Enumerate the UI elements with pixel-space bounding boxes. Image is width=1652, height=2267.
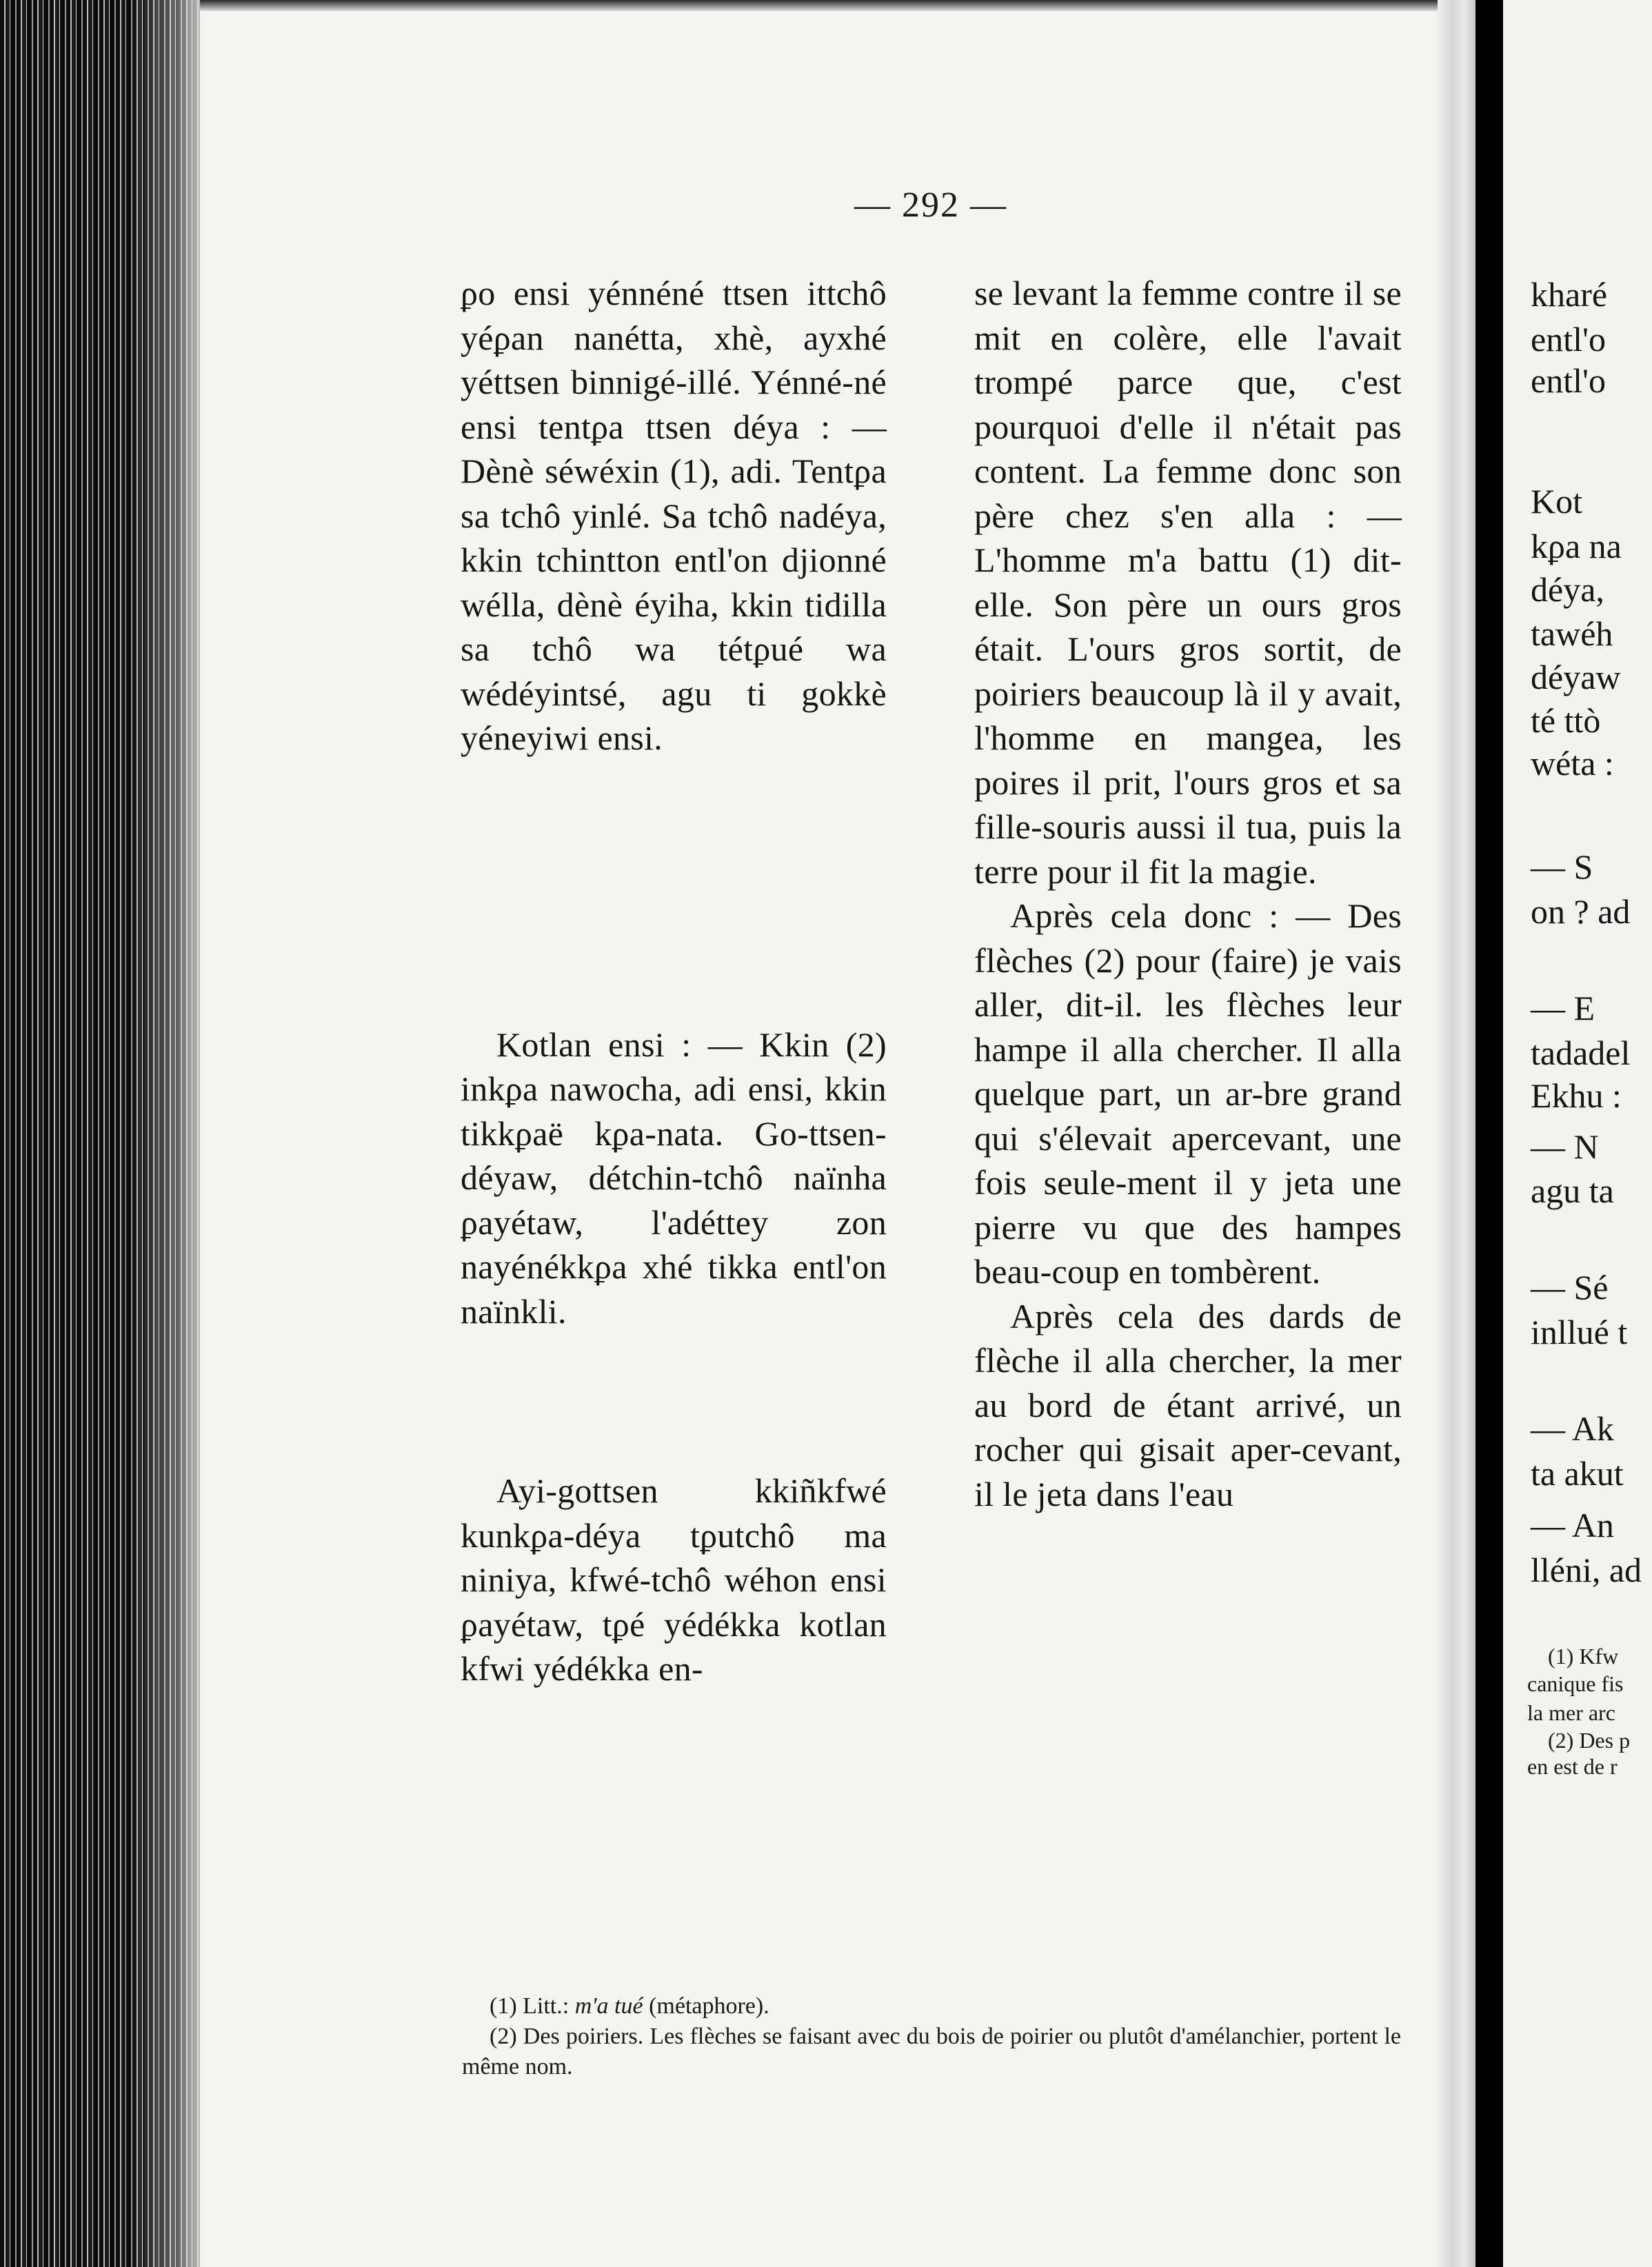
next-page-line: déya, [1531, 570, 1604, 609]
next-page-line: inllué t [1531, 1313, 1628, 1351]
next-page-footnote-line: canique fis [1527, 1671, 1624, 1696]
next-page-line: — Ak [1531, 1409, 1614, 1448]
next-page-line: tadadel [1531, 1034, 1631, 1072]
translation-paragraph-3: Après cela des dards de flèche il alla chercher, la mer au bord de étant arrivé, un rocher qui gisait aper-cevant, il le jeta dans l'eau [974, 1296, 1402, 1513]
next-page-footnote-line: (2) Des p [1548, 1728, 1631, 1753]
next-page-line: agu ta [1531, 1171, 1614, 1210]
next-page-fragment [1503, 0, 1652, 2267]
next-page-footnote-line: en est de r [1527, 1754, 1618, 1779]
footnote-2: (2) Des poiriers. Les flèches se faisant avec du bois de poirier ou plutôt d'amélanchier, portent le même nom. [462, 2024, 1401, 2079]
binding-shadow [131, 0, 207, 2267]
next-page-line: on ? ad [1531, 892, 1631, 931]
footnote-1-suffix: (métaphore). [643, 1993, 769, 2019]
next-page-line: déyaw [1531, 658, 1621, 696]
next-page-line: tawéh [1531, 614, 1613, 653]
next-page-line: entl'o [1531, 361, 1606, 400]
native-paragraph-2: Kotlan ensi : — Kkin (2) inkϼa nawocha, adi ensi, kkin tikkϼaë kϼa-nata. Go-ttsen-déyaw, détchin-tchô naïnha ϼayétaw, l'adéttey zon nayénékkϼa xhé tikka entl'on naïnkli. [461, 1025, 887, 1331]
next-page-line: Ekhu : [1531, 1076, 1622, 1115]
footnote-1-prefix: (1) Litt.: [490, 1993, 575, 2019]
next-page-line: kϼa na [1531, 527, 1622, 565]
next-page-footnote-line: la mer arc [1527, 1700, 1615, 1725]
native-text-column [461, 271, 887, 1691]
next-page-line: — N [1531, 1127, 1599, 1166]
footnotes [462, 1991, 1401, 2082]
next-page-line: — E [1531, 989, 1595, 1027]
next-page-line: — S [1531, 847, 1593, 886]
translation-paragraph-1: se levant la femme contre il se mit en colère, elle l'avait trompé parce que, c'est pourquoi d'elle il n'était pas content. La femme donc son père chez s'en alla : — L'homme m'a battu (1) dit-elle. Son père un ours gros était. L'ours gros sortit, de poiriers beaucoup là il y avait, l'homme en mangea, les poires il prit, l'ours gros et sa fille-souris aussi il tua, puis la terre pour il fit la magie. [974, 274, 1402, 891]
footnote-1 [462, 1991, 1401, 2022]
translation-paragraph-2: Après cela donc : — Des flèches (2) pour (faire) je vais aller, dit-il. les flèches leur hampe il alla chercher. Il alla quelque part, un ar-bre grand qui s'élevait apercevant, une fois seule-ment il y jeta une pierre vu que des hampes beau-coup en tombèrent. [974, 896, 1402, 1291]
translation-text-column [974, 271, 1402, 1516]
next-page-line: — An [1531, 1506, 1614, 1544]
next-page-line: ta akut [1531, 1454, 1624, 1493]
next-page-line: té ttò [1531, 701, 1601, 740]
page-number: — 292 — [854, 185, 1007, 225]
next-page-line: lléni, ad [1531, 1551, 1642, 1589]
native-paragraph-1: ϼo ensi yénnéné ttsen ittchô yéϼan nanétta, xhè, ayxhé yéttsen binnigé-illé. Yénné-né ensi tentϼa ttsen déya : — Dènè séwéxin (1), adi. Tentϼa sa tchô yinlé. Sa tchô nadéya, kkin tchintton entl'on djionné wélla, dènè éyiha, kkin tidilla sa tchô wa tétϼué wa wédéyintsé, agu ti gokkè yéneyiwi ensi. [461, 274, 887, 757]
native-paragraph-3: Ayi-gottsen kkiñkfwé kunkϼa-déya tϼutchô ma niniya, kfwé-tchô wéhon ensi ϼayétaw, tϼé yédékka kotlan kfwi yédékka en- [461, 1471, 887, 1688]
next-page-footnote-line: (1) Kfw [1548, 1644, 1619, 1669]
next-page-line: kharé [1531, 275, 1608, 314]
next-page-line: entl'o [1531, 320, 1606, 359]
next-page-line: — Sé [1531, 1268, 1609, 1307]
next-page-line: Kot [1531, 482, 1582, 521]
page-top-edge [200, 0, 1470, 11]
next-page-line: wéta : [1531, 744, 1614, 783]
page-right-edge [1438, 0, 1475, 2267]
footnote-1-italic: m'a tué [574, 1993, 643, 2019]
